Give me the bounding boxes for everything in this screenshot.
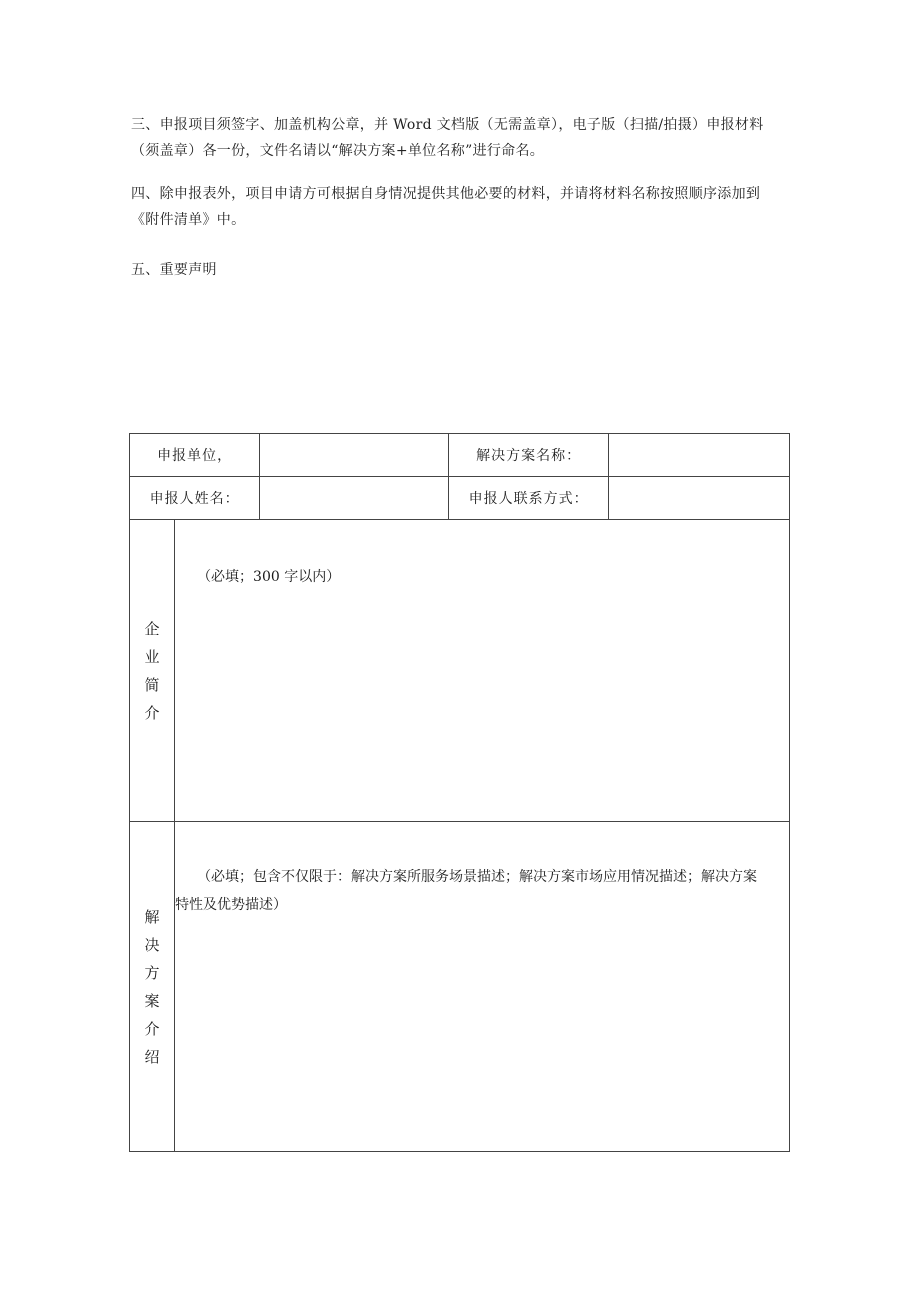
solution-intro-label-char: 介: [144, 1019, 160, 1038]
company-intro-label-char: 业: [144, 647, 160, 666]
applicant-unit-label: 申报单位，: [130, 434, 260, 477]
solution-intro-label-char: 决: [144, 935, 160, 954]
applicant-unit-field[interactable]: [260, 434, 449, 477]
solution-intro-hint-line-2: 特性及优势描述）: [175, 897, 288, 913]
applicant-name-field[interactable]: [260, 477, 449, 520]
company-intro-label-char: 企: [144, 619, 160, 638]
form-row-unit: [130, 434, 790, 477]
instruction-item-4-line-2: 《附件清单》中。: [131, 212, 246, 228]
company-intro-label-char: 简: [144, 675, 160, 694]
solution-intro-label-char: 解: [144, 907, 160, 926]
applicant-name-label: 申报人姓名：: [130, 477, 260, 520]
solution-name-label: 解决方案名称：: [449, 434, 608, 477]
solution-intro-label: [130, 822, 175, 1152]
important-statement-heading: 五、重要声明: [131, 262, 217, 278]
solution-name-field[interactable]: [608, 434, 789, 477]
form-row-applicant: [130, 477, 790, 520]
instruction-item-3-line-1: 三、申报项目须签字、加盖机构公章，并 Word 文档版（无需盖章），电子版（扫描/拍摄）申报材料: [131, 117, 764, 133]
application-form-table: [129, 433, 790, 1152]
instruction-item-3: [131, 112, 796, 164]
instruction-item-4-line-1: 四、除申报表外，项目申请方可根据自身情况提供其他必要的材料，并请将材料名称按照顺序添加到: [131, 186, 761, 202]
company-intro-hint: （必填；300 字以内）: [197, 569, 341, 585]
company-intro-label: [130, 520, 175, 822]
applicant-contact-field[interactable]: [608, 477, 789, 520]
instruction-item-4: [131, 181, 796, 233]
form-row-company-intro: [130, 520, 790, 822]
solution-intro-hint: [175, 822, 789, 919]
solution-intro-hint-line-1: （必填；包含不仅限于：解决方案所服务场景描述；解决方案市场应用情况描述；解决方案: [197, 869, 758, 885]
solution-intro-field[interactable]: [175, 822, 790, 1152]
solution-intro-label-char: 绍: [144, 1047, 160, 1066]
company-intro-field[interactable]: [175, 520, 790, 822]
instruction-item-5-heading: [131, 257, 796, 283]
form-row-solution-intro: [130, 822, 790, 1152]
solution-intro-label-char: 方: [144, 963, 160, 982]
instruction-item-3-line-2: （须盖章）各一份，文件名请以“解决方案+单位名称”进行命名。: [131, 143, 545, 159]
applicant-contact-label: 申报人联系方式：: [449, 477, 608, 520]
company-intro-label-char: 介: [144, 703, 160, 722]
solution-intro-label-char: 案: [144, 991, 160, 1010]
